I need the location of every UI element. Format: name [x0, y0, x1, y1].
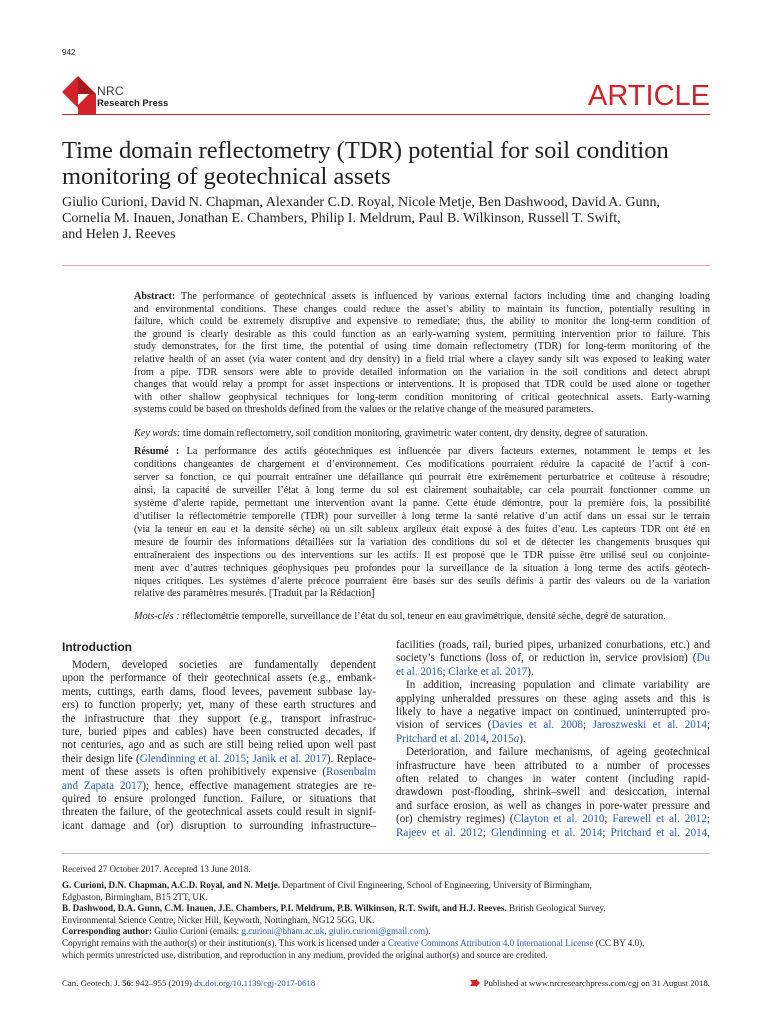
footer-published	[470, 978, 710, 988]
text-run: Department of Civil Engineering, School of Engineering, University of Birmingham,	[280, 880, 592, 890]
reference-link[interactable]: Davies et al. 2008	[491, 719, 583, 732]
text-run: often related to changes in water content (including rapid-	[396, 773, 710, 786]
text-run: ;	[706, 719, 710, 732]
text-run: ment avec d’autres techniques géophysiques peu profondes pour la surveillance de la situation à long terme des actifs géotech-	[134, 562, 710, 574]
text-run: The performance of geotechnical assets is influenced by various external factors including time and changing loading	[181, 291, 710, 302]
body-line	[62, 659, 376, 672]
text-run: society’s functions (loss of, or reduction in, service provision) (	[396, 652, 697, 665]
text-run: from a pipe. TDR sensors were able to provide detailed information on the variation in the soil conditions and detect abrupt	[134, 366, 710, 378]
text-run: ainsi, la capacité de surveiller l’état à long terme du sol est clairement souhaitable, car cela pourrait fonctionner comme un	[134, 484, 710, 496]
section-rule	[62, 265, 710, 266]
reference-link[interactable]: Glendinning et al. 2014	[490, 826, 603, 839]
bold-text: G. Curioni, D.N. Chapman, A.C.D. Royal, and N. Metje.	[62, 880, 281, 890]
body-line	[62, 793, 376, 806]
text-run: changes that would relay a prompt for asset inspections or interventions. It is proposed that TDR could be used alone or together	[134, 379, 710, 391]
text-run: ).	[519, 732, 526, 745]
text-run: ture, buried pipes and cables) have been constructed decades, if	[62, 726, 376, 739]
mots-cles-line	[134, 611, 666, 622]
footnote-line	[62, 950, 644, 962]
text-run: d’utiliser la réflectométrie temporelle (TDR) pour surveiller à long terme la santé relative d’un actif dans un essai sur le terrain	[134, 510, 710, 522]
text-run: ers) to function properly; yet, many of these earth structures and	[62, 699, 376, 712]
text-run: drawdown post-flooding, shrink–swell and desiccation, internal	[396, 786, 710, 799]
text-run: ).	[527, 665, 534, 678]
text-run: with other shallow geophysical techniques for long-term condition monitoring of critical geotechnical assets. Early-warning	[134, 391, 710, 403]
page-number: 942	[62, 48, 76, 57]
body-line	[396, 773, 710, 786]
title-line: Time domain reflectometry (TDR) potential for soil condition	[62, 137, 669, 164]
mots-cles-label: Mots-clés :	[134, 611, 180, 622]
body-line	[396, 746, 710, 759]
resume-line	[134, 588, 710, 601]
body-line	[62, 672, 376, 685]
abstract-line	[134, 304, 710, 317]
body-line	[62, 753, 376, 766]
body-line	[396, 760, 710, 773]
section-heading-introduction: Introduction	[62, 640, 132, 654]
text-run: which permits unrestricted use, distribution, and reproduction in any medium, provided the original author(s) and source are credited.	[62, 949, 548, 960]
footnote-line	[62, 880, 644, 892]
text-run: their design life (	[62, 752, 140, 765]
resume-line	[134, 563, 710, 576]
reference-link[interactable]: Jaroszweski et al. 2014	[592, 719, 707, 732]
text-run: and surface erosion, as well as changes in pore-water pressure and	[396, 799, 710, 812]
body-line	[62, 726, 376, 739]
text-run: Modern, developed societies are fundamentally dependent	[72, 659, 376, 671]
keywords-text: time domain reflectometry, soil condition monitoring, gravimetric water content, dry density, degree of saturation.	[182, 428, 648, 439]
resume-line	[134, 511, 710, 524]
footnote-line	[62, 926, 644, 938]
text-run: ;	[246, 752, 253, 765]
text-run: ). Replace-	[326, 752, 377, 765]
text-run: ).	[425, 926, 431, 937]
text-run: ;	[706, 813, 710, 826]
footer-citation	[62, 978, 315, 988]
text-run: (CC BY 4.0),	[593, 937, 645, 948]
abstract-line	[134, 316, 710, 329]
resume-block	[134, 446, 710, 601]
text-run: Giulio Curioni (emails:	[152, 926, 242, 937]
body-line	[62, 806, 376, 819]
text-run: ); hence, effective management strategies are re-	[142, 779, 377, 792]
reference-link[interactable]: g.curioni@bham.ac.uk	[241, 926, 325, 937]
text-run: ;	[602, 826, 611, 839]
body-line	[396, 786, 710, 799]
body-line	[396, 652, 710, 665]
nrc-logo-icon	[62, 72, 96, 114]
body-line	[62, 739, 376, 752]
text-run: threaten the failure, of the geotechnical assets could result in signif-	[62, 806, 376, 819]
text-run: icant damage and (or) disruption to surrounding infrastructure–	[62, 819, 376, 832]
reference-link[interactable]: Du	[696, 652, 710, 665]
text-run: ,	[707, 826, 710, 839]
text-run: La performance des actifs géotechniques est influencée par divers facteurs externes, notamment le temps et les	[186, 446, 710, 457]
article-label: ARTICLE	[588, 80, 710, 112]
text-run: niques critiques. Les systèmes d’alerte précoce pourraient être basés sur des seuils définis à partir des valeurs ou de la variation	[134, 575, 710, 587]
keywords-line	[134, 428, 648, 439]
abstract-line	[134, 379, 710, 392]
body-line	[396, 800, 710, 813]
text-run: In addition, increasing population and climate variability are	[406, 679, 710, 692]
body-line	[62, 713, 376, 726]
text-run: ;	[442, 665, 449, 678]
resume-line	[134, 537, 710, 550]
text-run: likely to have a negative impact on continued, uninterrupted pro-	[396, 706, 710, 719]
text-run: and environmental conditions. These changes could reduce the asset’s ability to maintain its function, potentially resulting in	[134, 303, 710, 315]
body-line	[62, 699, 376, 712]
body-line	[62, 820, 376, 833]
text-run: Copyright remains with the author(s) or their institution(s). This work is licensed under a	[62, 937, 388, 948]
abstract-line	[134, 291, 710, 304]
body-line	[396, 827, 710, 840]
reference-link[interactable]: Creative Commons Attribution 4.0 International License	[387, 937, 594, 948]
text-run: ;	[604, 813, 613, 826]
footnote-line	[62, 903, 644, 915]
abstract-line	[134, 367, 710, 380]
reference-link[interactable]: Janik et al. 2017	[252, 752, 327, 765]
text-run	[179, 446, 186, 457]
body-column-left	[62, 659, 376, 833]
text-run: infrastructure have been attributed to a number of processes	[396, 759, 710, 772]
text-run: upon the performance of their geotechnical assets (e.g., embank-	[62, 672, 376, 685]
reference-link[interactable]: Clayton et al. 2010	[513, 813, 605, 826]
reference-link[interactable]: 2015	[491, 732, 514, 745]
abstract-line	[134, 404, 710, 417]
text-run: ;	[582, 719, 593, 732]
resume-line	[134, 472, 710, 485]
resume-line	[134, 550, 710, 563]
text-run: : 942–955 (2019)	[130, 978, 195, 988]
text-run: Edgbaston, Birmingham, B15 2TT, UK.	[62, 891, 208, 902]
text-run: server sa fonction, ce qui pourrait entraîner une défaillance qui pourrait être extrêmement perturbatrice et coûteuse à résoudre;	[134, 471, 710, 483]
abstract-block	[134, 291, 710, 417]
text-run: système d’alerte rapide, permettant une intervention avant la panne. Cette étude démontre, pour la première fois, la possibilité	[134, 497, 710, 509]
text-run: systems could be based on thresholds defined from the values or the relative change of the measured parameters.	[134, 404, 594, 416]
resume-line	[134, 576, 710, 589]
text-run: ment of these assets is often prohibitively expensive (	[62, 766, 327, 779]
red-arrow-icon	[470, 979, 480, 987]
text-run: study demonstrates, for the first time, the potential of using time domain reflectometry (TDR) for long-term monitoring of the	[134, 341, 710, 353]
title-line: monitoring of geotechnical assets	[62, 163, 391, 190]
text-run: relative des paramètres mesurés. [Traduit par la Rédaction]	[134, 588, 375, 600]
resume-line	[134, 485, 710, 498]
bold-text: Abstract:	[134, 291, 176, 302]
footnote-line	[62, 915, 644, 927]
text-run: entraîneraient des inspections ou des interventions sur les actifs. Il est proposé que le TDR puisse être utilisé seul ou conjointe-	[134, 549, 710, 561]
reference-link[interactable]: a	[513, 732, 520, 745]
body-line	[396, 679, 710, 692]
text-run: applying unheralded pressures on these aging assets and this is	[396, 692, 710, 705]
reference-link[interactable]: giulio.curioni@gmail.com	[328, 926, 426, 937]
paper-title	[62, 138, 669, 190]
published-text: Published at www.nrcresearchpress.com/cgj on 31 August 2018.	[483, 978, 710, 988]
text-run: not centuries, ago and as such are still being relied upon well past	[62, 739, 376, 752]
reference-link[interactable]: and Zapata 2017	[62, 779, 143, 792]
text-run: failure, which could be extremely disruptive and expensive to remediate; thus, the ability to monitor the long-term condition of	[134, 316, 710, 328]
text-run: Deterioration, and failure mechanisms, of ageing geotechnical	[406, 746, 710, 759]
body-line	[62, 686, 376, 699]
body-line	[62, 766, 376, 779]
body-line	[62, 780, 376, 793]
bold-text: 56	[122, 978, 131, 988]
footnotes-block	[62, 880, 644, 961]
body-line	[396, 693, 710, 706]
body-line	[396, 706, 710, 719]
body-line	[396, 666, 710, 679]
abstract-line	[134, 341, 710, 354]
footnote-line	[62, 892, 644, 904]
mots-cles-text: réflectométrie temporelle, surveillance de l’état du sol, teneur en eau gravimétrique, densité sèche, degré de saturation.	[182, 611, 666, 622]
reference-link[interactable]: Pritchard et al. 2014	[396, 732, 486, 745]
resume-line	[134, 498, 710, 511]
body-line	[396, 639, 710, 652]
text-run: facilities (roads, rail, buried pipes, urbanized conurbations, etc.) and	[396, 639, 710, 651]
text-run: ments, cuttings, earth dams, flood levees, pavement subbase lay-	[62, 685, 376, 698]
text-run: mesure de fournir des informations détaillées sur la variation des conditions du sol et de détecter les changements brusques qui	[134, 536, 710, 548]
keywords-label: Key words:	[134, 428, 181, 439]
body-line	[396, 719, 710, 732]
reference-link[interactable]: Farewell et al. 2012	[612, 813, 707, 826]
author-line: and Helen J. Reeves	[62, 227, 176, 242]
abstract-line	[134, 354, 710, 367]
text-run: quired to ensure prolonged function. Failure, or situations that	[62, 793, 376, 806]
body-line	[396, 733, 710, 746]
abstract-line	[134, 329, 710, 342]
body-column-right	[396, 639, 710, 840]
author-line: Cornelia M. Inauen, Jonathan E. Chambers, Philip I. Meldrum, Paul B. Wilkinson, Russell T. Swift,	[62, 211, 621, 226]
bold-text: Résumé :	[134, 446, 180, 457]
bold-text: Corresponding author:	[62, 926, 153, 937]
reference-link[interactable]: dx.doi.org/10.1139/cgj-2017-0618	[194, 978, 316, 988]
reference-link[interactable]: Glendinning et al. 2015	[139, 752, 247, 765]
received-dates: Received 27 October 2017. Accepted 13 June 2018.	[62, 864, 251, 874]
author-line: Giulio Curioni, David N. Chapman, Alexander C.D. Royal, Nicole Metje, Ben Dashwood, David A. Gunn,	[62, 195, 661, 210]
footnote-rule	[62, 853, 710, 854]
resume-line	[134, 446, 710, 459]
text-run: vision of services (	[396, 719, 492, 732]
text-run: ,	[324, 926, 329, 937]
abstract-line	[134, 392, 710, 405]
text-run: British Geological Survey,	[506, 903, 606, 914]
resume-line	[134, 459, 710, 472]
text-run: the ground is clearly desirable as this could function as an early-warning system, permitting intervention prior to failure. This	[134, 328, 710, 340]
text-run: the infrastructure that they support (e.g., transport infrastruc-	[62, 712, 376, 725]
logo-nrc-text: NRC	[97, 84, 124, 98]
text-run: ,	[485, 732, 492, 745]
text-run: (or) chemistry regimes) (	[396, 813, 514, 826]
logo-research-press-text: Research Press	[97, 98, 169, 109]
body-line	[396, 813, 710, 826]
reference-link[interactable]: et al. 2016	[396, 665, 443, 678]
resume-line	[134, 524, 710, 537]
text-run: ;	[482, 826, 491, 839]
text-run: conditions changeantes de chargement et d’environnement. Ces modifications pourraient réduire la capacité de l’actif à con-	[134, 458, 710, 470]
reference-link[interactable]: Clarke et al. 2017	[448, 665, 528, 678]
header-rule	[62, 114, 710, 115]
text-run: Environmental Science Centre, Nicker Hill, Keyworth, Nottingham, NG12 5GG, UK.	[62, 914, 375, 925]
text-run: (via la teneur en eau et la densité sèche) où un silt sableux argileux était exposé à des fuites d’eau. Les capteurs TDR ont été en	[134, 523, 710, 535]
text-run: Can. Geotech. J.	[62, 978, 123, 988]
footnote-line	[62, 938, 644, 950]
reference-link[interactable]: Pritchard et al. 2014	[610, 826, 708, 839]
bold-text: B. Dashwood, D.A. Gunn, C.M. Inauen, J.E. Chambers, P.I. Meldrum, P.B. Wilkinson, R.T. Swift, and H.J. Reeves.	[62, 903, 507, 914]
reference-link[interactable]: Rosenbalm	[326, 766, 376, 779]
reference-link[interactable]: Rajeev et al. 2012	[396, 826, 483, 839]
author-list	[62, 195, 660, 243]
text-run: relative health of an asset (via water content and dry density) in a field trial where a clayey sandy silt was exposed to leaking water	[134, 353, 710, 365]
